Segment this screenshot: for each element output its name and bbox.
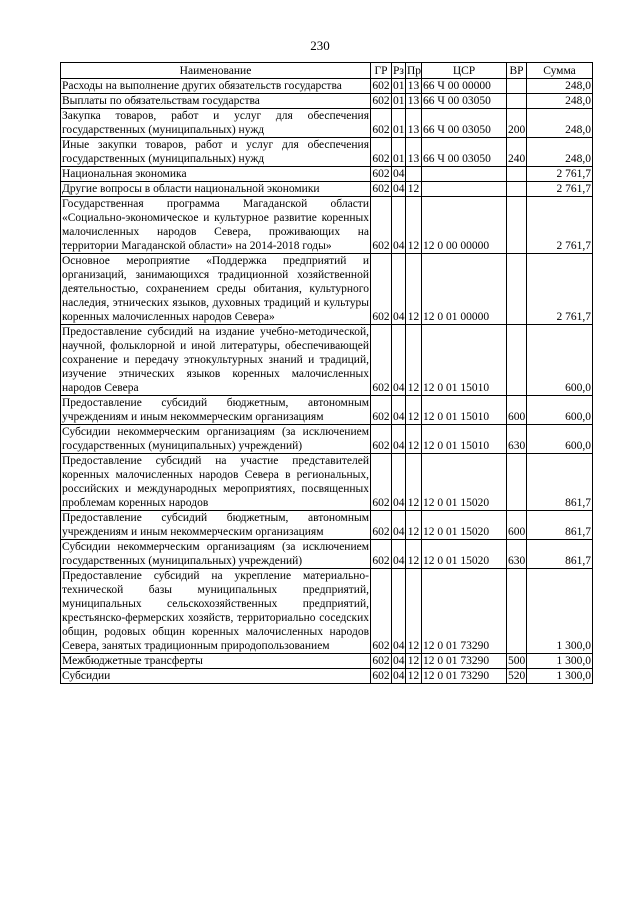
row-vr-cell <box>507 254 527 325</box>
row-sum-cell: 248,0 <box>527 94 593 109</box>
row-rz-cell: 04 <box>392 425 406 454</box>
row-sum-cell: 1 300,0 <box>527 654 593 669</box>
row-sum-cell: 248,0 <box>527 79 593 94</box>
row-csr-cell: 66 Ч 00 00000 <box>422 79 507 94</box>
row-vr-cell: 600 <box>507 396 527 425</box>
row-sum-cell: 600,0 <box>527 425 593 454</box>
row-vr-cell: 600 <box>507 511 527 540</box>
row-pr-cell: 12 <box>406 669 422 684</box>
row-csr-cell <box>422 182 507 197</box>
row-gr-cell: 602 <box>371 396 392 425</box>
row-vr-cell: 240 <box>507 138 527 167</box>
table-row <box>61 325 593 396</box>
row-pr-cell: 13 <box>406 79 422 94</box>
row-pr-cell: 12 <box>406 197 422 254</box>
row-rz-cell: 04 <box>392 454 406 511</box>
row-pr-cell: 13 <box>406 138 422 167</box>
row-csr-cell <box>422 167 507 182</box>
table-row <box>61 396 593 425</box>
row-vr-cell <box>507 167 527 182</box>
row-pr-cell: 12 <box>406 325 422 396</box>
row-rz-cell: 04 <box>392 569 406 654</box>
row-csr-cell: 12 0 00 00000 <box>422 197 507 254</box>
header-name: Наименование <box>61 63 371 79</box>
row-sum-cell: 861,7 <box>527 540 593 569</box>
row-csr-cell: 12 0 01 15020 <box>422 540 507 569</box>
row-name-cell: Предоставление субсидий бюджетным, автономным учреждениям и иным некоммерческим организациям <box>62 397 369 423</box>
row-vr-cell: 520 <box>508 670 526 682</box>
row-name-cell: Предоставление субсидий на участие представителей коренных малочисленных народов Севера в региональных, российских и международных мероприятиях, посвященных проблемам коренных народов <box>62 455 369 509</box>
row-pr-cell: 12 <box>406 540 422 569</box>
table-row <box>61 511 593 540</box>
table-row <box>61 167 593 182</box>
row-pr-cell: 12 <box>406 182 422 197</box>
row-gr-cell: 602 <box>371 325 392 396</box>
table-row <box>61 540 593 569</box>
row-vr-cell <box>507 182 527 197</box>
row-vr-cell <box>507 325 527 396</box>
row-name-cell: Межбюджетные трансферты <box>61 654 371 669</box>
row-name-cell: Другие вопросы в области национальной экономики <box>61 182 371 197</box>
row-name-cell: Закупка товаров, работ и услуг для обеспечения государственных (муниципальных) нужд <box>62 110 369 136</box>
row-sum-cell: 600,0 <box>527 396 593 425</box>
row-gr-cell: 602 <box>371 569 392 654</box>
row-name-cell: Предоставление субсидий на издание учебно-методической, научной, фольклорной и иной литературы, обеспечивающей сохранение и передачу этнокультурных знаний и традиций, изучение этнических языков коренных малочисленных народов Севера <box>62 326 369 394</box>
table-row <box>61 138 593 167</box>
row-gr-cell: 602 <box>371 425 392 454</box>
row-pr-cell: 12 <box>406 454 422 511</box>
row-csr-cell: 12 0 01 15010 <box>422 425 507 454</box>
header-pr: Пр <box>407 64 422 77</box>
row-name-cell: Предоставление субсидий бюджетным, автономным учреждениям и иным некоммерческим организациям <box>62 512 369 538</box>
table-header-row <box>61 63 593 79</box>
row-rz-cell: 01 <box>392 138 406 167</box>
header-gr: ГР <box>371 63 392 79</box>
row-name-cell: Субсидии <box>61 669 371 684</box>
row-rz-cell: 04 <box>393 183 405 195</box>
row-vr-cell <box>507 454 527 511</box>
row-gr-cell: 602 <box>371 254 392 325</box>
row-csr-cell: 12 0 01 73290 <box>422 569 507 654</box>
row-rz-cell: 04 <box>392 540 406 569</box>
row-gr-cell: 602 <box>371 540 392 569</box>
row-vr-cell <box>507 79 527 94</box>
table-body <box>61 79 593 684</box>
row-csr-cell: 12 0 01 15010 <box>422 325 507 396</box>
header-sum: Сумма <box>527 63 593 79</box>
row-gr-cell: 602 <box>372 670 390 682</box>
row-csr-cell: 12 0 01 15020 <box>422 511 507 540</box>
row-sum-cell: 2 761,7 <box>527 254 593 325</box>
row-sum-cell: 248,0 <box>527 138 593 167</box>
row-sum-cell: 248,0 <box>527 109 593 138</box>
row-sum-cell: 861,7 <box>527 511 593 540</box>
row-pr-cell: 13 <box>406 109 422 138</box>
row-pr-cell: 12 <box>406 511 422 540</box>
row-gr-cell: 602 <box>372 655 390 667</box>
row-csr-cell: 12 0 01 15010 <box>422 396 507 425</box>
table-row <box>61 109 593 138</box>
row-rz-cell: 04 <box>393 670 405 682</box>
row-sum-cell: 2 761,7 <box>527 197 593 254</box>
row-name-cell: Государственная программа Магаданской области «Социально-экономическое и культурное развитие коренных малочисленных народов Севера, проживающих на территории Магаданской области» на 2014-2018 годы» <box>62 198 369 252</box>
table-row <box>61 79 593 94</box>
row-rz-cell: 01 <box>392 109 406 138</box>
table-row <box>61 569 593 654</box>
row-pr-cell: 12 <box>406 396 422 425</box>
table-row <box>61 197 593 254</box>
row-vr-cell <box>507 197 527 254</box>
row-sum-cell: 2 761,7 <box>527 167 593 182</box>
row-name-cell: Предоставление субсидий на укрепление материально-технической базы муниципальных предприятий, муниципальных сельскохозяйственных предприятий, крестьянско-фермерских хозяйств, территориально соседских общин, родовых общин коренных малочисленных народов Севера, занятых традиционным природопользованием <box>62 570 369 652</box>
row-rz-cell: 04 <box>392 254 406 325</box>
row-csr-cell: 66 Ч 00 03050 <box>422 138 507 167</box>
row-name-cell: Основное мероприятие «Поддержка предприятий и организаций, занимающихся традиционной хозяйственной деятельностью, сохранением среды обитания, культурного наследия, этнических языков, духовных традиций и культуры коренных малочисленных народов Севера» <box>62 255 369 323</box>
row-pr-cell: 12 <box>406 425 422 454</box>
row-sum-cell: 1 300,0 <box>527 669 593 684</box>
row-csr-cell: 66 Ч 00 03050 <box>422 94 507 109</box>
table-row <box>61 425 593 454</box>
row-rz-cell: 04 <box>392 396 406 425</box>
header-vr: ВР <box>507 63 527 79</box>
budget-table <box>60 62 593 684</box>
page-number: 230 <box>310 38 330 53</box>
row-gr-cell: 602 <box>372 183 390 195</box>
row-rz-cell: 04 <box>392 511 406 540</box>
row-sum-cell: 2 761,7 <box>527 182 593 197</box>
table-row <box>61 254 593 325</box>
row-name-cell: Расходы на выполнение других обязательств государства <box>61 79 371 94</box>
row-gr-cell: 602 <box>371 454 392 511</box>
row-rz-cell: 01 <box>393 95 405 107</box>
row-vr-cell: 200 <box>507 109 527 138</box>
row-name-cell: Выплаты по обязательствам государства <box>61 94 371 109</box>
row-csr-cell: 12 0 01 00000 <box>422 254 507 325</box>
row-pr-cell: 12 <box>406 569 422 654</box>
row-pr-cell <box>406 167 422 182</box>
row-rz-cell: 04 <box>393 655 405 667</box>
row-vr-cell <box>507 94 527 109</box>
row-gr-cell: 602 <box>371 197 392 254</box>
row-csr-cell: 12 0 01 73290 <box>422 669 507 684</box>
table-row <box>61 94 593 109</box>
row-vr-cell: 500 <box>508 655 526 667</box>
row-sum-cell: 1 300,0 <box>527 569 593 654</box>
row-rz-cell: 04 <box>392 325 406 396</box>
row-gr-cell: 602 <box>371 511 392 540</box>
row-csr-cell: 66 Ч 00 03050 <box>422 109 507 138</box>
row-name-cell: Иные закупки товаров, работ и услуг для обеспечения государственных (муниципальных) нужд <box>62 139 369 165</box>
row-gr-cell: 602 <box>371 109 392 138</box>
row-rz-cell: 04 <box>392 197 406 254</box>
row-rz-cell: 01 <box>393 80 405 92</box>
row-pr-cell: 12 <box>406 254 422 325</box>
table-row <box>61 182 593 197</box>
header-rz: Рз <box>393 64 404 77</box>
row-sum-cell: 600,0 <box>527 325 593 396</box>
row-sum-cell: 861,7 <box>527 454 593 511</box>
table-row <box>61 669 593 684</box>
header-csr: ЦСР <box>422 63 507 79</box>
row-gr-cell: 602 <box>372 168 390 180</box>
row-pr-cell: 12 <box>406 654 422 669</box>
row-csr-cell: 12 0 01 15020 <box>422 454 507 511</box>
row-gr-cell: 602 <box>371 138 392 167</box>
row-pr-cell: 13 <box>406 94 422 109</box>
row-vr-cell <box>507 569 527 654</box>
table-row <box>61 654 593 669</box>
row-vr-cell: 630 <box>507 540 527 569</box>
row-csr-cell: 12 0 01 73290 <box>422 654 507 669</box>
row-name-cell: Субсидии некоммерческим организациям (за исключением государственных (муниципальных) учреждений) <box>62 541 369 567</box>
row-gr-cell: 602 <box>372 80 390 92</box>
row-gr-cell: 602 <box>372 95 390 107</box>
row-vr-cell: 630 <box>507 425 527 454</box>
table-row <box>61 454 593 511</box>
row-name-cell: Национальная экономика <box>61 167 371 182</box>
row-name-cell: Субсидии некоммерческим организациям (за исключением государственных (муниципальных) учреждений) <box>62 426 369 452</box>
row-rz-cell: 04 <box>393 168 405 180</box>
